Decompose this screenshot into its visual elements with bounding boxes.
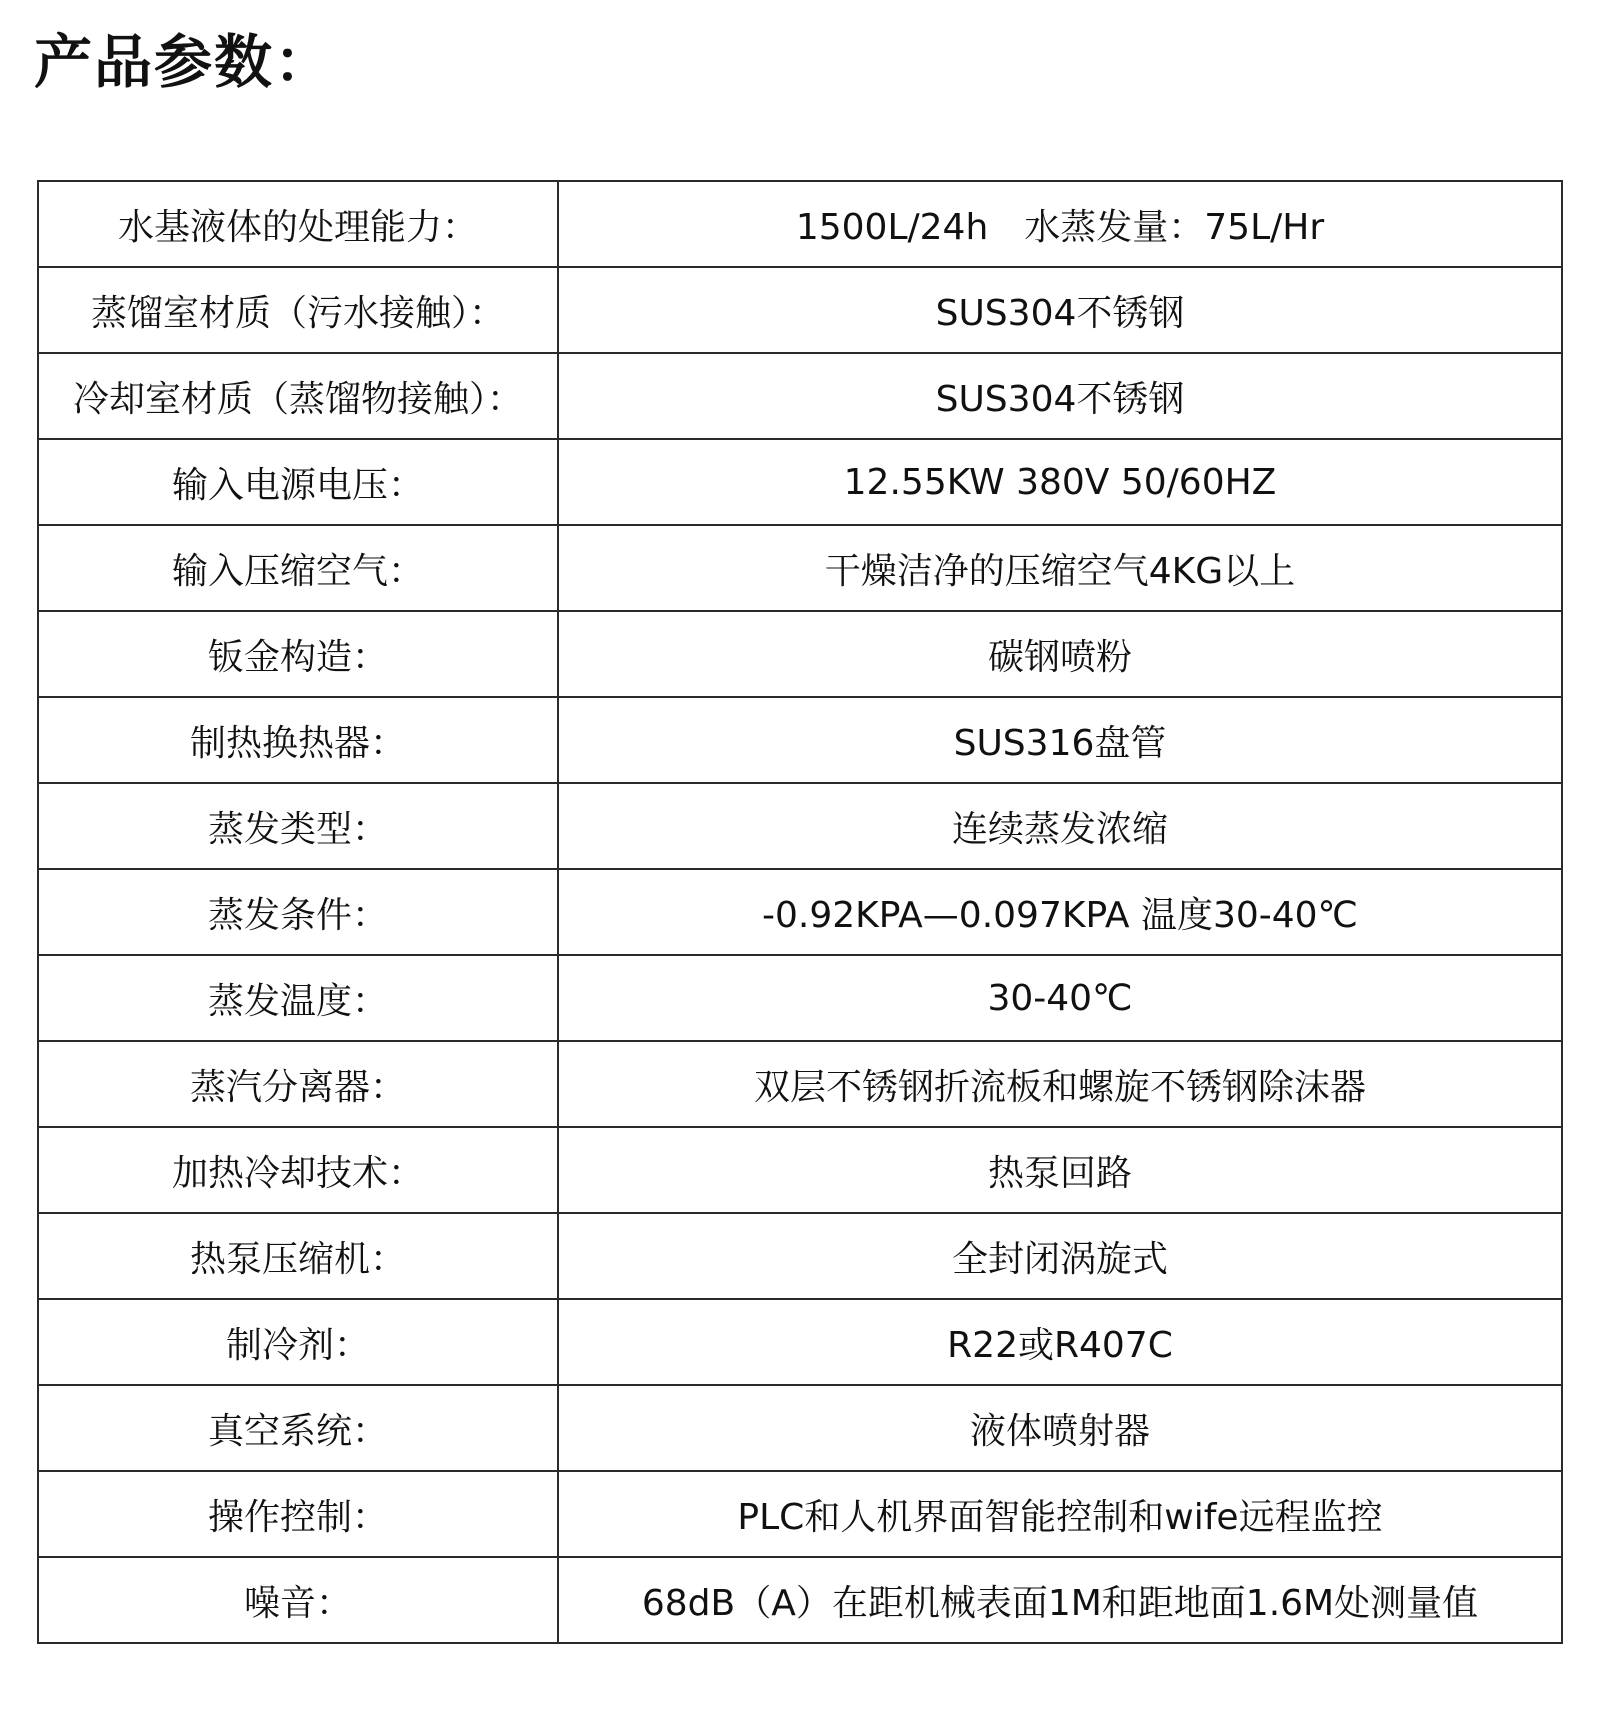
spec-value: 连续蒸发浓缩 bbox=[558, 783, 1562, 869]
table-row bbox=[38, 783, 1562, 869]
table-row bbox=[38, 611, 1562, 697]
table-row bbox=[38, 697, 1562, 783]
spec-table-body bbox=[38, 181, 1562, 1643]
spec-label: 蒸汽分离器： bbox=[38, 1041, 558, 1127]
table-row bbox=[38, 353, 1562, 439]
spec-value: 12.55KW 380V 50/60HZ bbox=[558, 439, 1562, 525]
spec-label: 钣金构造： bbox=[38, 611, 558, 697]
spec-label: 蒸馏室材质（污水接触）： bbox=[38, 267, 558, 353]
spec-label: 噪音： bbox=[38, 1557, 558, 1643]
spec-value: 热泵回路 bbox=[558, 1127, 1562, 1213]
table-row bbox=[38, 1041, 1562, 1127]
spec-label: 蒸发类型： bbox=[38, 783, 558, 869]
table-row bbox=[38, 1127, 1562, 1213]
spec-value: 碳钢喷粉 bbox=[558, 611, 1562, 697]
table-row bbox=[38, 1385, 1562, 1471]
table-row bbox=[38, 181, 1562, 267]
table-row bbox=[38, 1299, 1562, 1385]
page-title: 产品参数： bbox=[34, 28, 335, 96]
spec-label: 真空系统： bbox=[38, 1385, 558, 1471]
spec-table bbox=[37, 180, 1563, 1644]
table-row bbox=[38, 267, 1562, 353]
table-row bbox=[38, 1557, 1562, 1643]
spec-value: 68dB（A）在距机械表面1M和距地面1.6M处测量值 bbox=[558, 1557, 1562, 1643]
spec-label: 输入压缩空气： bbox=[38, 525, 558, 611]
spec-value: 30-40℃ bbox=[558, 955, 1562, 1041]
spec-label: 输入电源电压： bbox=[38, 439, 558, 525]
spec-label: 制冷剂： bbox=[38, 1299, 558, 1385]
spec-label: 热泵压缩机： bbox=[38, 1213, 558, 1299]
spec-value: 液体喷射器 bbox=[558, 1385, 1562, 1471]
spec-value: PLC和人机界面智能控制和wife远程监控 bbox=[558, 1471, 1562, 1557]
spec-label: 冷却室材质（蒸馏物接触）： bbox=[38, 353, 558, 439]
table-row bbox=[38, 439, 1562, 525]
spec-value: 双层不锈钢折流板和螺旋不锈钢除沫器 bbox=[558, 1041, 1562, 1127]
spec-value: SUS304不锈钢 bbox=[558, 267, 1562, 353]
spec-value: SUS316盘管 bbox=[558, 697, 1562, 783]
spec-value: 干燥洁净的压缩空气4KG以上 bbox=[558, 525, 1562, 611]
spec-label: 水基液体的处理能力： bbox=[38, 181, 558, 267]
spec-label: 加热冷却技术： bbox=[38, 1127, 558, 1213]
table-row bbox=[38, 1213, 1562, 1299]
spec-label: 蒸发温度： bbox=[38, 955, 558, 1041]
spec-label: 制热换热器： bbox=[38, 697, 558, 783]
spec-value: R22或R407C bbox=[558, 1299, 1562, 1385]
spec-value: 全封闭涡旋式 bbox=[558, 1213, 1562, 1299]
spec-value: 1500L/24h 水蒸发量：75L/Hr bbox=[558, 181, 1562, 267]
spec-value: SUS304不锈钢 bbox=[558, 353, 1562, 439]
table-row bbox=[38, 525, 1562, 611]
table-row bbox=[38, 1471, 1562, 1557]
spec-label: 蒸发条件： bbox=[38, 869, 558, 955]
table-row bbox=[38, 955, 1562, 1041]
spec-value: -0.92KPA—0.097KPA 温度30-40℃ bbox=[558, 869, 1562, 955]
spec-label: 操作控制： bbox=[38, 1471, 558, 1557]
table-row bbox=[38, 869, 1562, 955]
